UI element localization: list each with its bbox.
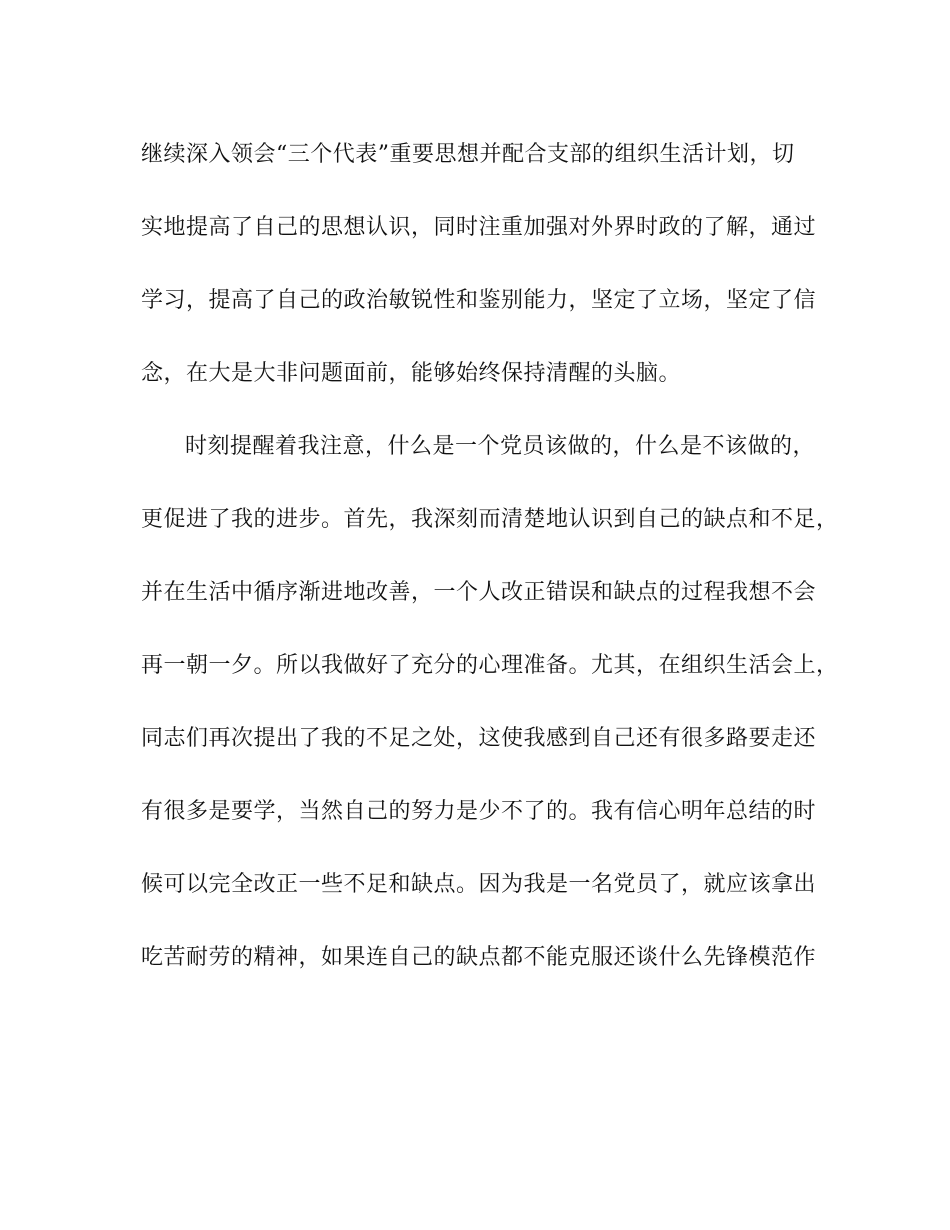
text-line: 并在生活中循序渐进地改善，一个人改正错误和缺点的过程我想不会: [141, 580, 817, 605]
text-line: 同志们再次提出了我的不足之处，这使我感到自己还有很多路要走还: [141, 726, 817, 751]
text-line: 实地提高了自己的思想认识，同时注重加强对外界时政的了解，通过: [141, 215, 817, 240]
text-line: 再一朝一夕。所以我做好了充分的心理准备。尤其，在组织生活会上，: [141, 653, 839, 678]
text-line: 念，在大是大非问题面前，能够始终保持清醒的头脑。: [141, 361, 682, 386]
text-line: 继续深入领会“三个代表”重要思想并配合支部的组织生活计划，切: [141, 142, 795, 167]
text-line: 候可以完全改正一些不足和缺点。因为我是一名党员了，就应该拿出: [141, 872, 817, 897]
paragraph-start-line: 时刻提醒着我注意，什么是一个党员该做的，什么是不该做的，: [185, 434, 816, 459]
text-line: 吃苦耐劳的精神，如果连自己的缺点都不能克服还谈什么先锋模范作: [141, 945, 817, 970]
text-line: 有很多是要学，当然自己的努力是少不了的。我有信心明年总结的时: [141, 799, 817, 824]
body-text: [141, 135, 839, 1011]
text-line: 更促进了我的进步。首先，我深刻而清楚地认识到自己的缺点和不足，: [141, 507, 839, 532]
text-line: 学习，提高了自己的政治敏锐性和鉴别能力，坚定了立场，坚定了信: [141, 288, 817, 313]
